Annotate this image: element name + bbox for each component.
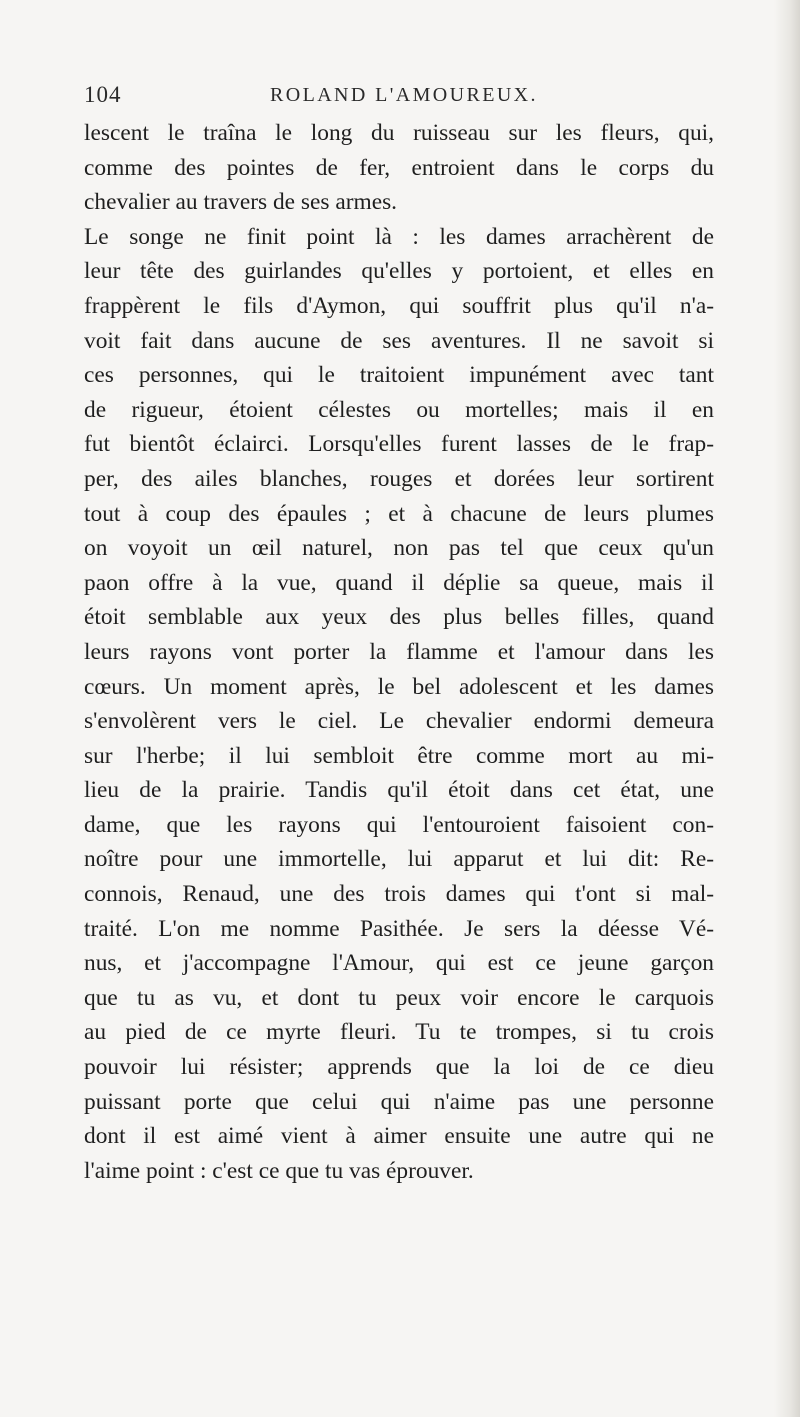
- text-line: frappèrent le fils d'Aymon, qui souffrit plus qu'il n'a-: [84, 292, 714, 319]
- text-line: connois, Renaud, une des trois dames qui t'ont si mal-: [84, 881, 714, 908]
- text-line: que tu as vu, et dont tu peux voir encore le carquois: [84, 984, 714, 1011]
- text-line: traité. L'on me nomme Pasithée. Je sers la déesse Vé-: [84, 915, 714, 942]
- text-line: leur tête des guirlandes qu'elles y portoient, et elles en: [84, 258, 714, 285]
- text-line: cœurs. Un moment après, le bel adolescent et les dames: [84, 673, 714, 700]
- text-line: dont il est aimé vient à aimer ensuite une autre qui ne: [84, 1123, 714, 1150]
- text-line: de rigueur, étoient célestes ou mortelles; mais il en: [84, 396, 714, 423]
- text-line: puissant porte que celui qui n'aime pas une personne: [84, 1088, 714, 1115]
- text-line: on voyoit un œil naturel, non pas tel que ceux qu'un: [84, 535, 714, 562]
- text-line: leurs rayons vont porter la flamme et l'amour dans les: [84, 638, 714, 665]
- text-line: au pied de ce myrte fleuri. Tu te trompes, si tu crois: [84, 1019, 714, 1046]
- text-line: lescent le traîna le long du ruisseau sur les fleurs, qui,: [84, 120, 714, 146]
- text-line: nus, et j'accompagne l'Amour, qui est ce jeune garçon: [84, 950, 714, 977]
- text-line: chevalier au travers de ses armes.: [84, 189, 398, 216]
- text-line: comme des pointes de fer, entroient dans le corps du: [84, 154, 714, 181]
- text-line: fut bientôt éclairci. Lorsqu'elles furent lasses de le frap-: [84, 431, 714, 458]
- page-number: 104: [84, 82, 122, 107]
- text-line: per, des ailes blanches, rouges et dorées leur sortirent: [84, 465, 714, 492]
- text-line: tout à coup des épaules ; et à chacune de leurs plumes: [84, 500, 714, 527]
- text-line: étoit semblable aux yeux des plus belles filles, quand: [84, 604, 714, 631]
- text-line: s'envolèrent vers le ciel. Le chevalier endormi demeura: [84, 708, 714, 735]
- text-line: voit fait dans aucune de ses aventures. Il ne savoit si: [84, 327, 714, 354]
- text-line: Le songe ne finit point là : les dames arrachèrent de: [84, 223, 714, 250]
- page-edge-shadow: [774, 0, 800, 1417]
- text-line: l'aime point : c'est ce que tu vas éprouver.: [84, 1157, 474, 1184]
- text-line: noître pour une immortelle, lui apparut et lui dit: Re-: [84, 846, 714, 873]
- text-line: pouvoir lui résister; apprends que la loi de ce dieu: [84, 1054, 714, 1081]
- running-title: ROLAND L'AMOUREUX.: [270, 84, 538, 106]
- text-line: paon offre à la vue, quand il déplie sa queue, mais il: [84, 569, 714, 596]
- text-line: ces personnes, qui le traitoient impunément avec tant: [84, 362, 714, 389]
- text-line: sur l'herbe; il lui sembloit être comme mort au mi-: [84, 742, 714, 769]
- text-line: lieu de la prairie. Tandis qu'il étoit dans cet état, une: [84, 777, 714, 804]
- text-line: dame, que les rayons qui l'entouroient faisoient con-: [84, 811, 714, 838]
- body-text: [84, 116, 714, 1188]
